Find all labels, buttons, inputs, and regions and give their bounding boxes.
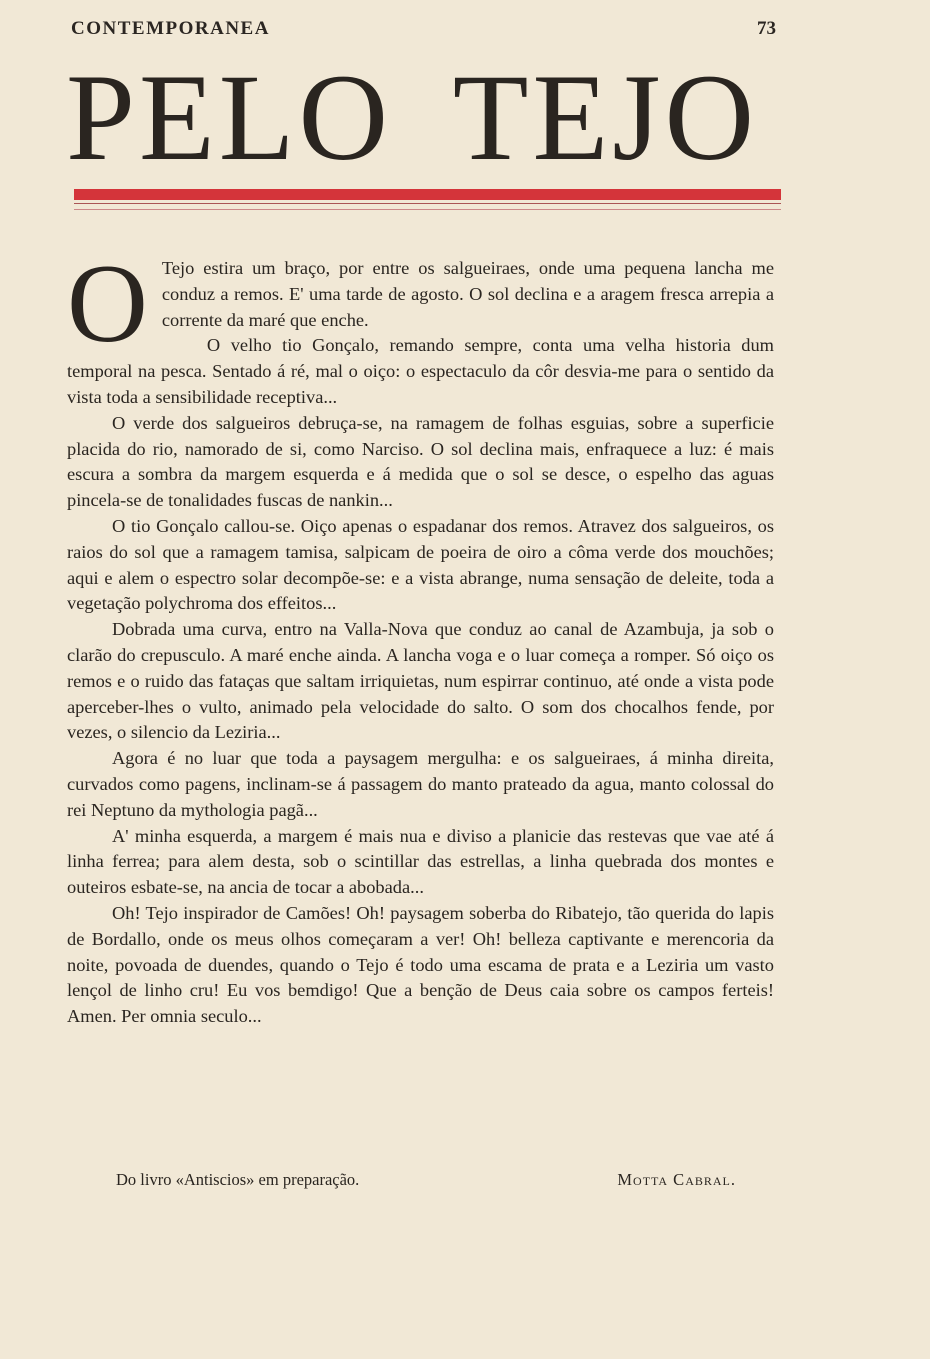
paragraph: O Tejo estira um braço, por entre os salgueiraes, onde uma pequena lancha me conduz a remos. E' uma tarde de agosto. O sol declina e a aragem fresca arrepia a corrente da maré que enche. <box>67 242 774 366</box>
thin-rule <box>74 203 781 204</box>
paragraph: A' minha esquerda, a margem é mais nua e diviso a planicie das restevas que vae até á linha ferrea; para alem desta, sob o scintillar das estrellas, a linha quebrada dos montes e outeiros esbate-se, na ancia de tocar a abobada... <box>67 825 774 898</box>
thin-rule <box>74 209 781 210</box>
running-title: CONTEMPORANEA <box>71 18 270 39</box>
article-body <box>67 242 774 1030</box>
author-signature: Motta Cabral. <box>617 1170 736 1189</box>
drop-cap: O <box>67 242 148 366</box>
paragraph: Agora é no luar que toda a paysagem mergulha: e os salgueiraes, á minha direita, curvados como pagens, inclinam-se á passagem do manto prateado da agua, manto colossal do rei Neptuno da mythologia pagã... <box>67 748 774 820</box>
paragraph: O verde dos salgueiros debruça-se, na ramagem de folhas esguias, sobre a superficie placida do rio, namorado de si, como Narciso. O sol declina mais, enfraquece a luz: é mais escura a sombra da margem esquerda e á medida que o sol se desce, o espelho das aguas pincela-se de tonalidades fuscas de nankin... <box>67 412 774 511</box>
page-number: 73 <box>757 18 776 39</box>
paragraph: Dobrada uma curva, entro na Valla-Nova que conduz ao canal de Azambuja, ja sob o clarão do crepusculo. A maré enche ainda. A lancha voga e o luar começa a romper. Só oiço os remos e o ruido das fataças que saltam irriquietas, num espirrar continuo, até onde a vista pode aperceber-lhes o vulto, animado pela velocidade do salto. O som dos chocalhos fende, por vezes, o silencio da Leziria... <box>67 619 774 743</box>
paragraph: O velho tio Gonçalo, remando sempre, conta uma velha historia dum temporal na pesca. Sentado á ré, mal o oiço: o espectaculo da côr desvia-me para o sentido da vista toda a sensibilidade receptiva... <box>67 335 774 407</box>
source-note: Do livro «Antiscios» em preparação. <box>116 1170 360 1189</box>
article-footer <box>116 1170 736 1194</box>
red-rule <box>74 189 781 200</box>
paragraph: O tio Gonçalo callou-se. Oiço apenas o espadanar dos remos. Atravez dos salgueiros, os raios do sol que a ramagem tamisa, salpicam de poeira de oiro a côma verde dos mouchões; aqui e alem o espectro solar decompõe-se: e a vista abrange, numa sensação de deleite, toda a vegetação polychroma dos effeitos... <box>67 515 774 614</box>
article-title: PELO TEJO <box>66 49 759 186</box>
page-header <box>71 18 776 44</box>
paragraph: Oh! Tejo inspirador de Camões! Oh! paysagem soberba do Ribatejo, tão querida do lapis de Bordallo, onde os meus olhos começaram a ver! Oh! belleza captivante e merencoria da noite, povoada de duendes, quando o Tejo é todo uma escama de prata e a Leziria um vasto lençol de linho cru! Eu vos bemdigo! Que a benção de Deus caia sobre os campos ferteis! Amen. Per omnia seculo... <box>67 902 774 1027</box>
